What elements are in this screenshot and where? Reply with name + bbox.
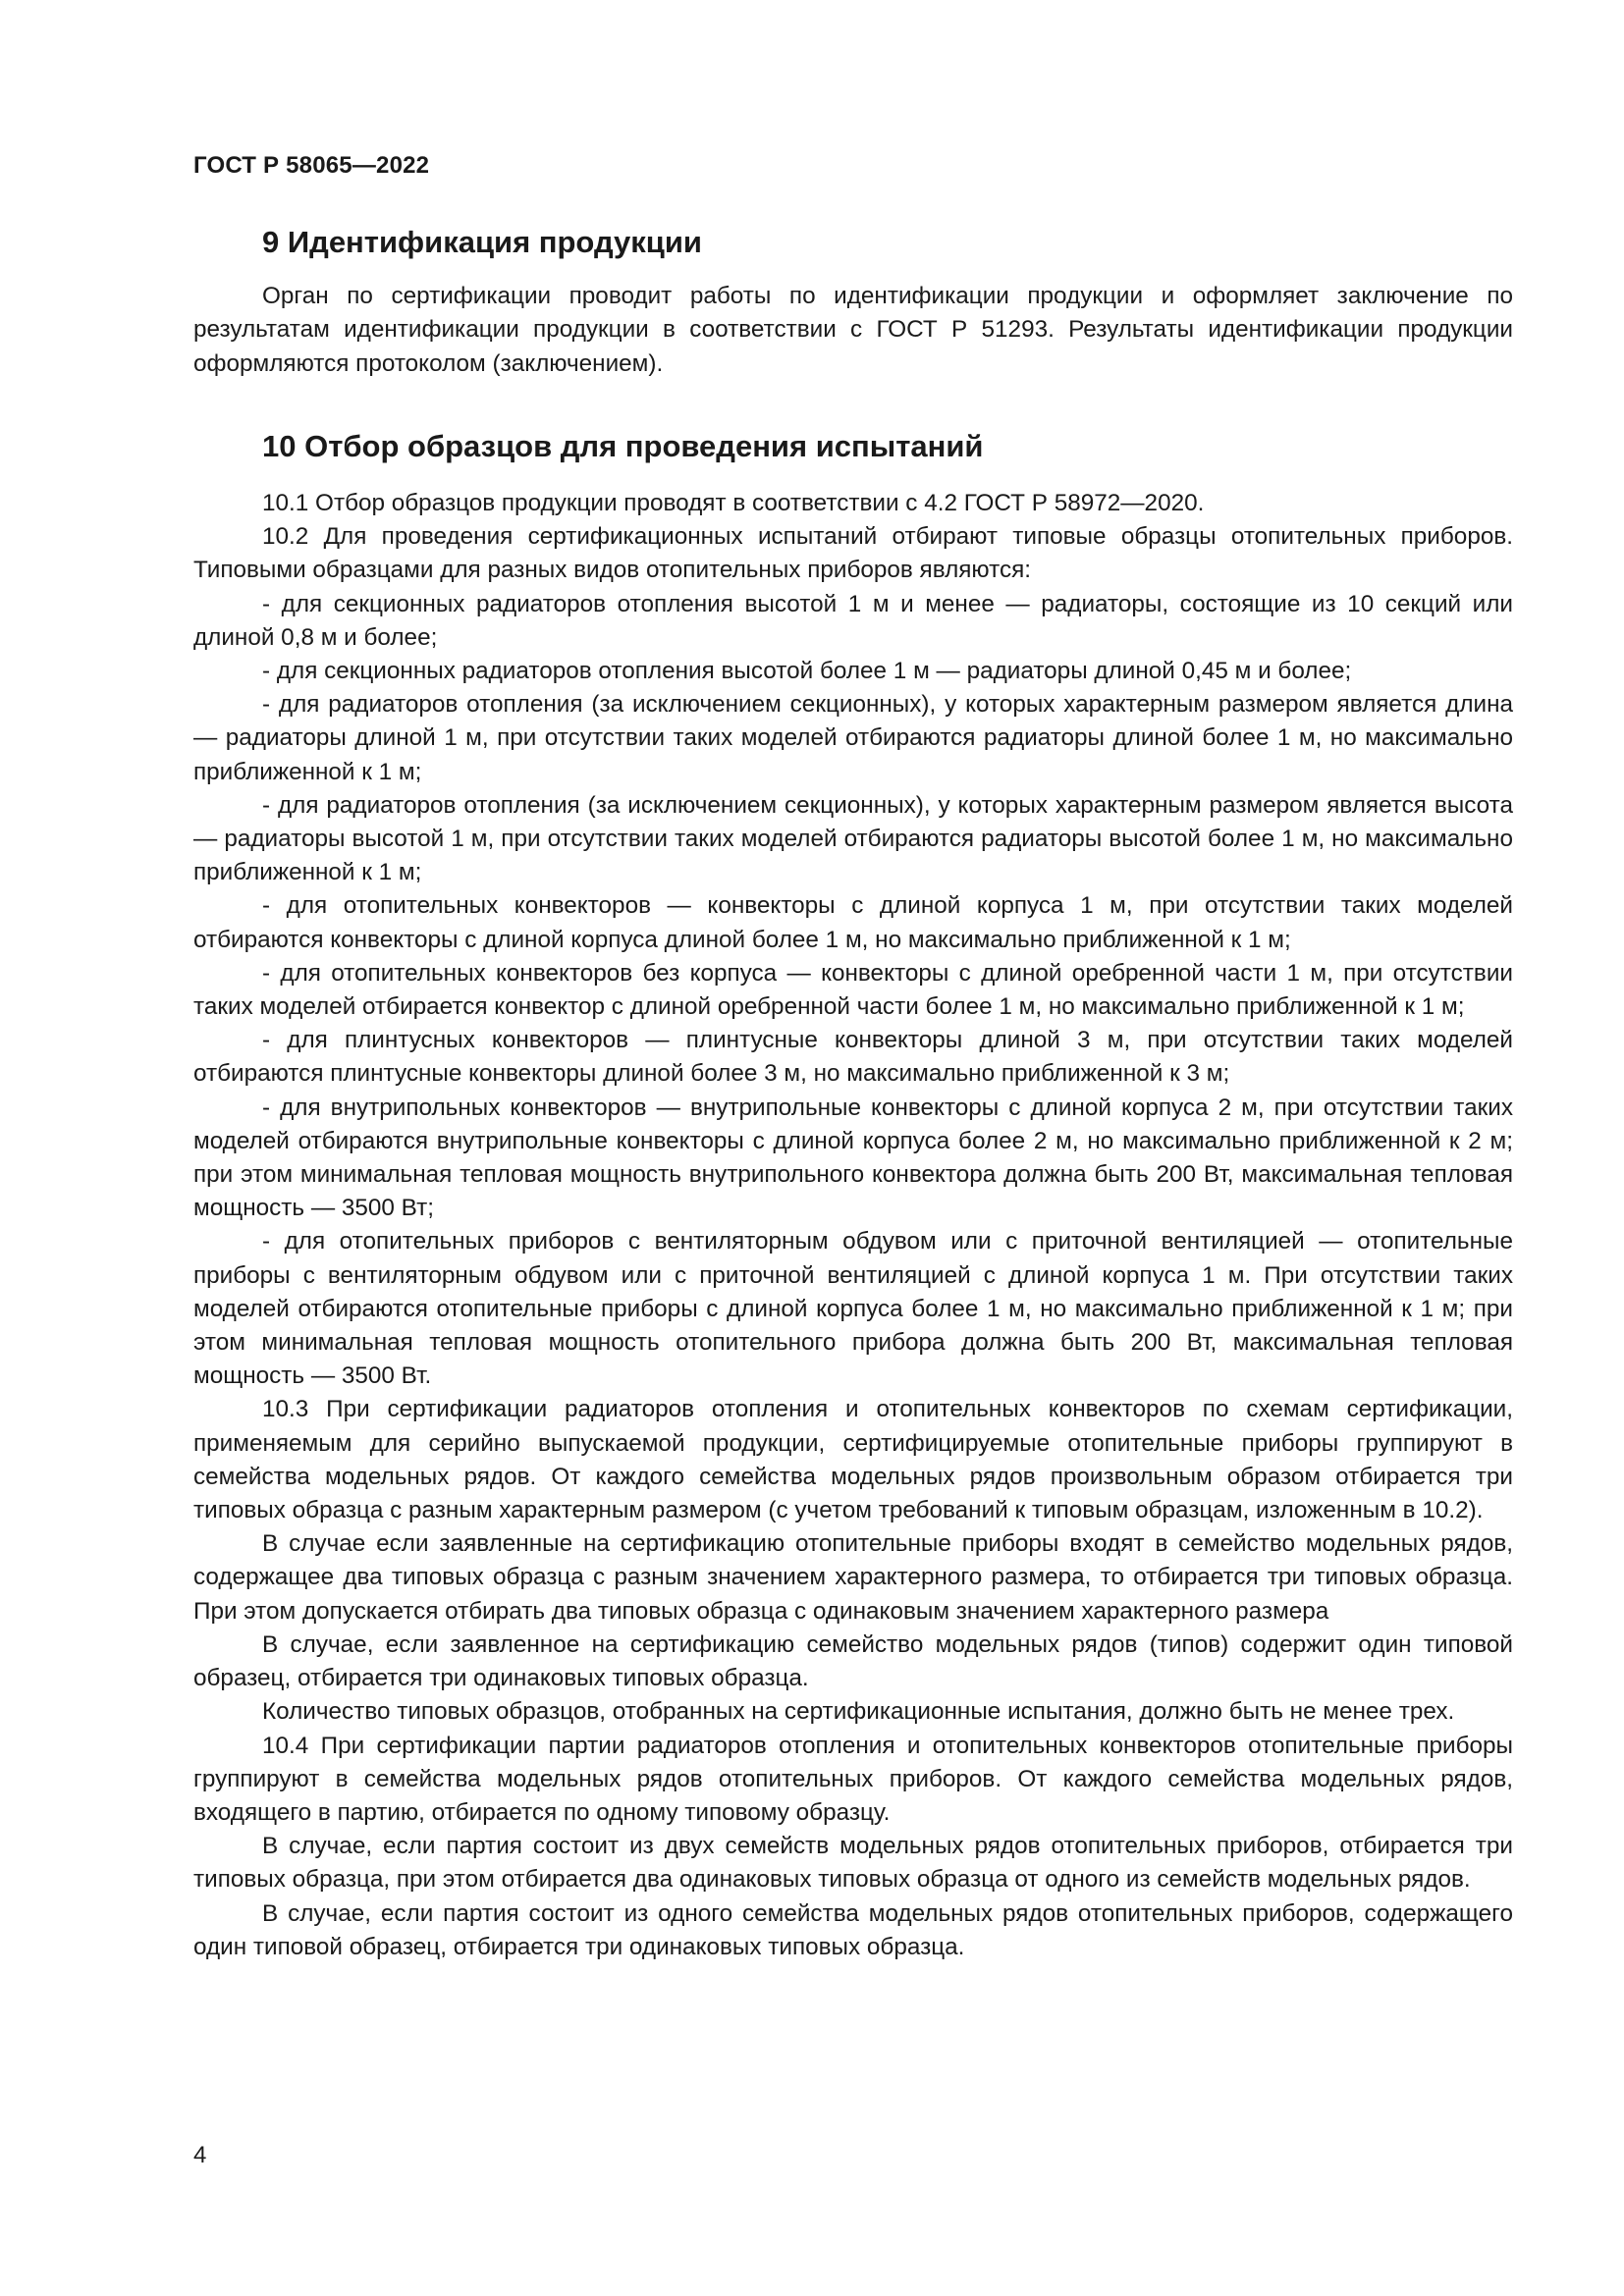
paragraph: 10.1 Отбор образцов продукции проводят в соответствии с 4.2 ГОСТ Р 58972—2020.	[262, 489, 1205, 516]
document-body	[193, 224, 1513, 1964]
list-item: - для отопительных приборов с вентиляторным обдувом или с приточной вентиляцией — отопительные приборы с вентиляторным обдувом или с приточной вентиляцией с длиной корпуса 1 м. При отсутствии таких моделей отбираются отопительные приборы с длиной корпуса более 1 м, но максимально приближенной к 1 м; при этом минимальная тепловая мощность отопительного прибора должна быть 200 Вт, максимальная тепловая мощность — 3500 Вт.	[193, 1228, 1513, 1390]
list-item: - для секционных радиаторов отопления высотой 1 м и менее — радиаторы, состоящие из 10 секций или длиной 0,8 м и более;	[193, 590, 1513, 651]
paragraph: В случае если заявленные на сертификацию отопительные приборы входят в семейство модельных рядов, содержащее два типовых образца с разным значением характерного размера, то отбирается три типовых образца. При этом допускается отбирать два типовых образца с одинаковым значением характерного размера	[193, 1530, 1513, 1625]
paragraph: В случае, если партия состоит из одного семейства модельных рядов отопительных приборов, содержащего один типовой образец, отбирается три одинаковых типовых образца.	[193, 1899, 1513, 1960]
list-item: - для отопительных конвекторов без корпуса — конвекторы с длиной оребренной части 1 м, при отсутствии таких моделей отбирается конвектор с длиной оребренной части более 1 м, но максимально приближенной к 1 м;	[193, 959, 1513, 1021]
list-item: - для радиаторов отопления (за исключением секционных), у которых характерным размером является высота — радиаторы высотой 1 м, при отсутствии таких моделей отбираются радиаторы высотой более 1 м, но максимально приближенной к 1 м;	[193, 791, 1513, 886]
paragraph: В случае, если партия состоит из двух семейств модельных рядов отопительных приборов, отбирается три типовых образца, при этом отбирается два одинаковых типовых образца от одного из семейств модельных рядов.	[193, 1833, 1513, 1894]
standard-header: ГОСТ Р 58065—2022	[193, 152, 430, 179]
paragraph: 10.3 При сертификации радиаторов отопления и отопительных конвекторов по схемам сертификации, применяемым для серийно выпускаемой продукции, сертифицируемые отопительные приборы группируют в семейства модельных рядов. От каждого семейства модельных рядов произвольным образом отбирается три типовых образца с разным характерным размером (с учетом требований к типовым образцам, изложенным в 10.2).	[193, 1396, 1513, 1524]
list-item: - для радиаторов отопления (за исключением секционных), у которых характерным размером является длина — радиаторы длиной 1 м, при отсутствии таких моделей отбираются радиаторы длиной более 1 м, но максимально приближенной к 1 м;	[193, 691, 1513, 785]
list-item: - для внутрипольных конвекторов — внутрипольные конвекторы с длиной корпуса 2 м, при отсутствии таких моделей отбираются внутрипольные конвекторы с длиной корпуса более 2 м, но максимально приближенной к 2 м; при этом минимальная тепловая мощность внутрипольного конвектора должна быть 200 Вт, максимальная тепловая мощность — 3500 Вт;	[193, 1094, 1513, 1222]
paragraph: Орган по сертификации проводит работы по идентификации продукции и оформляет заключение по результатам идентификации продукции в соответствии с ГОСТ Р 51293. Результаты идентификации продукции оформляются протоколом (заключением).	[193, 283, 1513, 377]
list-item: - для секционных радиаторов отопления высотой более 1 м — радиаторы длиной 0,45 м и более;	[262, 658, 1352, 684]
page-number: 4	[193, 2142, 207, 2168]
paragraph: В случае, если заявленное на сертификацию семейство модельных рядов (типов) содержит один типовой образец, отбирается три одинаковых типовых образца.	[193, 1630, 1513, 1692]
paragraph: 10.4 При сертификации партии радиаторов отопления и отопительных конвекторов отопительные приборы группируют в семейства модельных рядов отопительных приборов. От каждого семейства модельных рядов, входящего в партию, отбирается по одному типовому образцу.	[193, 1732, 1513, 1826]
section-9-heading: 9 Идентификация продукции	[262, 225, 702, 259]
paragraph: Количество типовых образцов, отобранных на сертификационные испытания, должно быть не менее трех.	[262, 1698, 1455, 1726]
list-item: - для отопительных конвекторов — конвекторы с длиной корпуса 1 м, при отсутствии таких моделей отбираются конвекторы с длиной корпуса длиной более 1 м, но максимально приближенной к 1 м;	[193, 892, 1513, 953]
paragraph: 10.2 Для проведения сертификационных испытаний отбирают типовые образцы отопительных приборов. Типовыми образцами для разных видов отопительных приборов являются:	[193, 523, 1513, 584]
list-item: - для плинтусных конвекторов — плинтусные конвекторы длиной 3 м, при отсутствии таких моделей отбираются плинтусные конвекторы длиной более 3 м, но максимально приближенной к 3 м;	[193, 1027, 1513, 1088]
section-10-heading: 10 Отбор образцов для проведения испытаний	[262, 428, 984, 463]
